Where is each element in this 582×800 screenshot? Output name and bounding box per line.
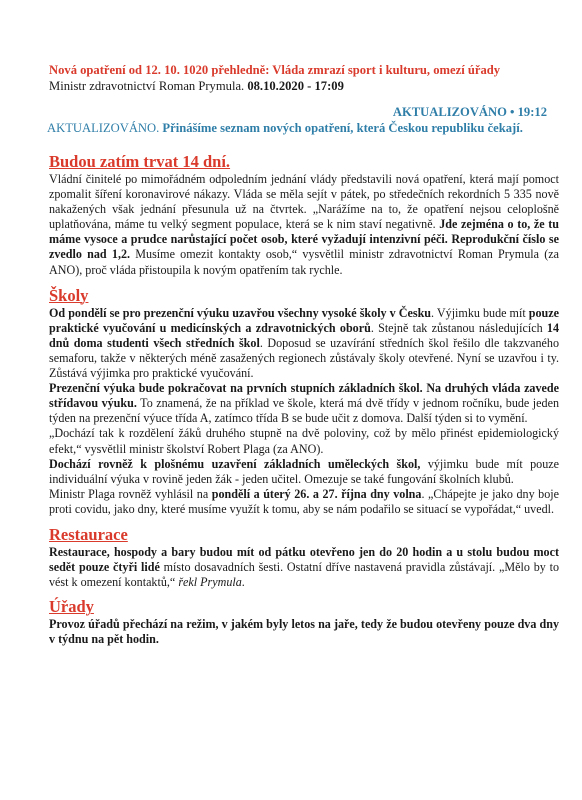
paragraph-restaurants [49, 545, 559, 590]
text-span: Musíme omezit kontakty osob,“ vysvětlil ministr zdravotnictví Roman Prymula (za ANO), proč vláda přistoupila k novým opatřením tak rychle. [49, 247, 559, 277]
text-span: místo dosavadních šesti. Ostatní dříve nastavená pravidla zůstávají. „Mělo by to vést k omezení kontaktů,“ [49, 560, 559, 590]
section-heading-duration: Budou zatím trvat 14 dní. [49, 152, 231, 171]
text-span: . „Chápejte je jako dny boje proti covidu, jako dny, které musíme využít k tomu, aby se nám podařilo se situací se vypořádat,“ uvedl. [49, 486, 559, 516]
paragraph-schools-1 [49, 306, 559, 381]
paragraph-duration [49, 172, 559, 278]
byline-date: 08.10.2020 - 17:09 [247, 79, 344, 93]
text-span: výjimku bude mít pouze individuální výuka v rovině jeden žák - jeden učitel. Omezuje se také fungování školních klubů. [49, 456, 559, 486]
paragraph-schools-2 [49, 381, 559, 426]
bold-span: Provoz úřadů přechází na režim, v jakém byly letos na jaře, tedy že budou otevřeny pouze dva dny v týdnu na pět hodin. [49, 617, 559, 647]
bold-span: Prezenční výuka bude pokračovat na prvních stupních základních škol. Na druhých vláda zavede střídavou výuku. [49, 381, 559, 411]
bold-span: Jde zejména o to, že tu máme vysoce a prudce narůstající počet osob, které vyžadují intenzivní péči. Reprodukční číslo se zvedlo nad 1,2. [49, 217, 559, 262]
byline-prefix: Ministr zdravotnictví Roman Prymula. [49, 79, 248, 93]
bold-span: Od pondělí se pro prezenční výuku uzavřou všechny vysoké školy v Česku [49, 305, 432, 320]
paragraph-offices [49, 617, 559, 647]
paragraph-schools-4 [49, 457, 559, 487]
updated-text: Přinášíme seznam nových opatření, která Českou republiku čekají. [159, 121, 523, 135]
section-heading-offices: Úřady [49, 597, 94, 617]
bold-span: 14 dnů doma studenti všech středních škol [49, 320, 559, 350]
text-span: Ministr Plaga rovněž vyhlásil na [49, 486, 212, 501]
bold-span: pouze praktické vyučování u medicínských a zdravotnických oborů [49, 305, 559, 335]
text-span: . Výjimku bude mít [431, 305, 529, 320]
text-span: . Doposud se uzavírání středních škol řešilo dle takzvaného semaforu, takže v některých méně zasažených regionech zůstávaly školy otevřené. Nyní se uzavřou i ty. Zůstává výjimka pro praktické vyučování. [49, 335, 559, 381]
text-span: To znamená, že na příklad ve škole, která má dvě třídy v jednom ročníku, bude jeden týden na prezenční výuce třída A, zatímco třída B se bude učit z domova. Další týden si to vymění. [49, 396, 559, 426]
bold-span: pondělí a úterý 26. a 27. října dny volna [211, 486, 422, 501]
text-span: Vládní činitelé po mimořádném odpoledním jednání vlády představili nová opatření, která mají pomoct zpomalit šíření koronavirové nákazy. Vláda se měla sejít v pátek, po středečních rekordních 5 335 nově nakažených však jednání přesunula už na čtvrtek. „Narážíme na to, že opatření nejsou celoplošně uplatňována, máme tu velký segment populace, která se k nim staví negativně. [49, 172, 559, 232]
paragraph-schools-5 [49, 487, 559, 517]
updated-line [47, 120, 547, 136]
bold-span: Restaurace, hospody a bary budou mít od pátku otevřeno jen do 20 hodin a u stolu budou moct sedět pouze čtyři lidé [49, 544, 559, 575]
section-heading-restaurants: Restaurace [49, 524, 128, 544]
update-notice [47, 104, 547, 136]
headline: Nová opatření od 12. 10. 1020 přehledně: Vláda zmrazí sport i kulturu, omezí úřady [49, 63, 501, 77]
updated-time: AKTUALIZOVÁNO • 19:12 [392, 105, 547, 119]
bold-span: Dochází rovněž k plošnému uzavření základních uměleckých škol, [49, 456, 421, 471]
updated-label: AKTUALIZOVÁNO. [47, 121, 160, 135]
italic-span: řekl Prymula [178, 575, 242, 590]
section-heading-schools: Školy [49, 285, 89, 305]
article-body [49, 152, 559, 647]
byline [49, 78, 549, 94]
paragraph-schools-3: „Dochází tak k rozdělení žáků druhého stupně na dvě poloviny, což by mělo přinést epidemiologický efekt,“ vysvětlil ministr školství Robert Plaga (za ANO). [49, 426, 559, 456]
text-span: . [241, 575, 245, 590]
article-header [49, 62, 549, 94]
text-span: . Stejně tak zůstanou následujících [370, 320, 547, 335]
